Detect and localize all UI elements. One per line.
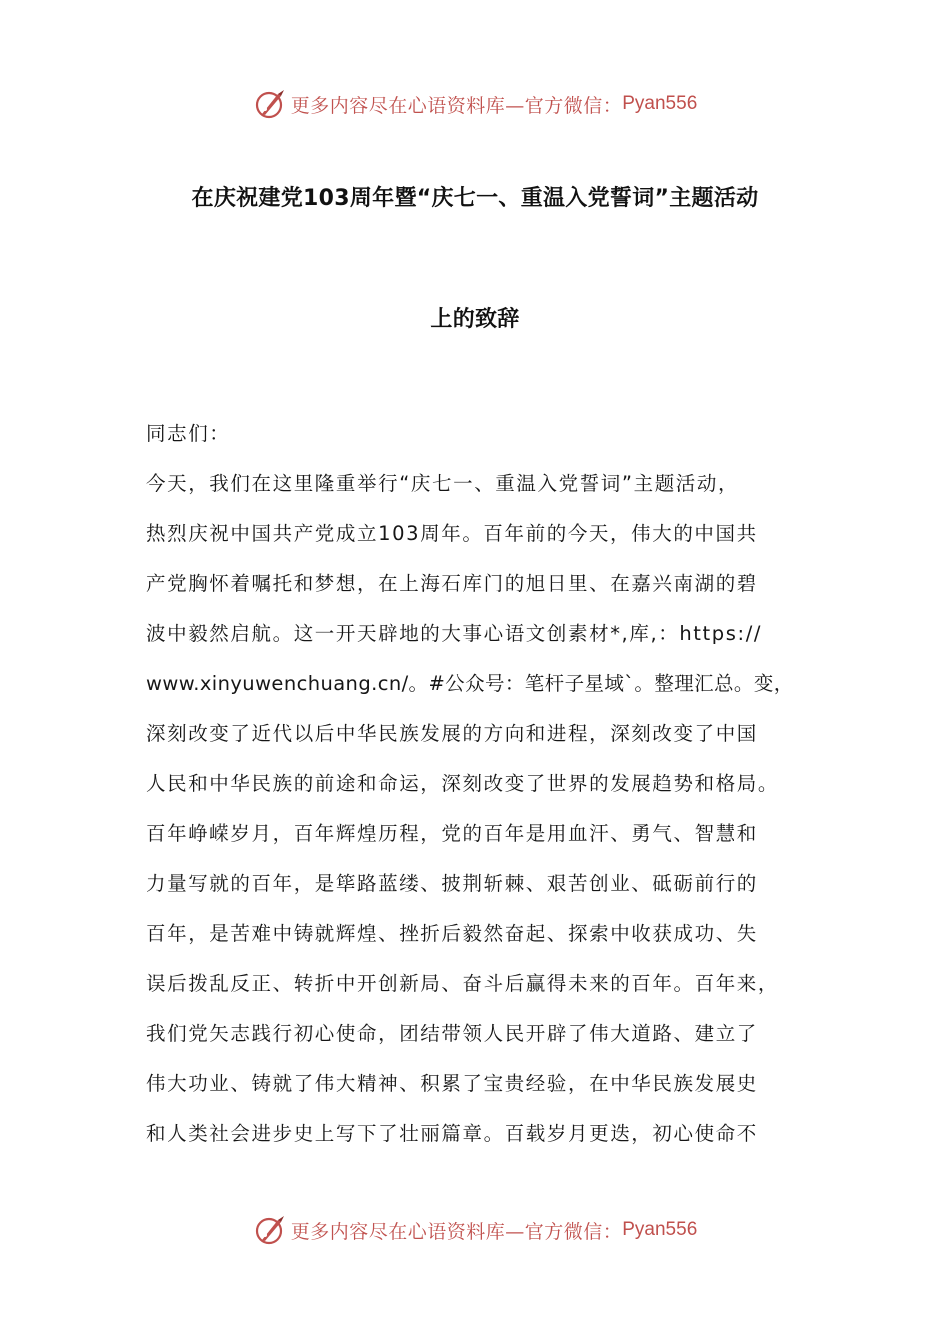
footer-banner [0, 1210, 950, 1250]
wechat-handle: Pyan556 [622, 93, 698, 114]
body-line: 波中毅然启航。这一开天辟地的大事心语文创素材*,库,：https:// [146, 622, 763, 645]
salutation: 同志们： [146, 422, 231, 445]
body-line: 我们党矢志践行初心使命，团结带领人民开辟了伟大道路、建立了 [146, 1022, 758, 1045]
body-line: 人民和中华民族的前途和命运，深刻改变了世界的发展趋势和格局。 [146, 772, 780, 795]
quill-pen-logo-icon [253, 87, 287, 121]
wechat-handle: Pyan556 [622, 1219, 698, 1240]
body-line: 百年，是苦难中铸就辉煌、挫折后毅然奋起、探索中收获成功、失 [146, 922, 758, 945]
body-line: 误后拨乱反正、转折中开创新局、奋斗后赢得未来的百年。百年来， [146, 972, 780, 995]
body-line: 热烈庆祝中国共产党成立103周年。百年前的今天，伟大的中国共 [146, 522, 758, 545]
banner-text: 更多内容尽在心语资料库—官方微信： [290, 1220, 623, 1243]
header-banner [0, 84, 950, 124]
quill-pen-logo-icon [253, 1213, 287, 1247]
body-line: 和人类社会进步史上写下了壮丽篇章。百载岁月更迭，初心使命不 [146, 1122, 758, 1145]
document-title-line-2: 上的致辞 [430, 307, 520, 332]
body-line: 产党胸怀着嘱托和梦想，在上海石库门的旭日里、在嘉兴南湖的碧 [146, 572, 758, 595]
body-line: 百年峥嵘岁月，百年辉煌历程，党的百年是用血汗、勇气、智慧和 [146, 822, 758, 845]
body-line: 深刻改变了近代以后中华民族发展的方向和进程，深刻改变了中国 [146, 722, 758, 745]
document-title-line-1: 在庆祝建党103周年暨“庆七一、重温入党誓词”主题活动 [191, 186, 759, 211]
body-line: 伟大功业、铸就了伟大精神、积累了宝贵经验，在中华民族发展史 [146, 1072, 758, 1095]
body-line: 力量写就的百年，是筚路蓝缕、披荆斩棘、艰苦创业、砥砺前行的 [146, 872, 758, 895]
document-body [146, 418, 811, 1168]
banner-text: 更多内容尽在心语资料库—官方微信： [290, 94, 623, 117]
body-line: 今天，我们在这里隆重举行“庆七一、重温入党誓词”主题活动， [146, 472, 740, 495]
body-line: www.xinyuwenchuang.cn/。#公众号：笔杆子星域`。整理汇总。变， [146, 672, 794, 695]
